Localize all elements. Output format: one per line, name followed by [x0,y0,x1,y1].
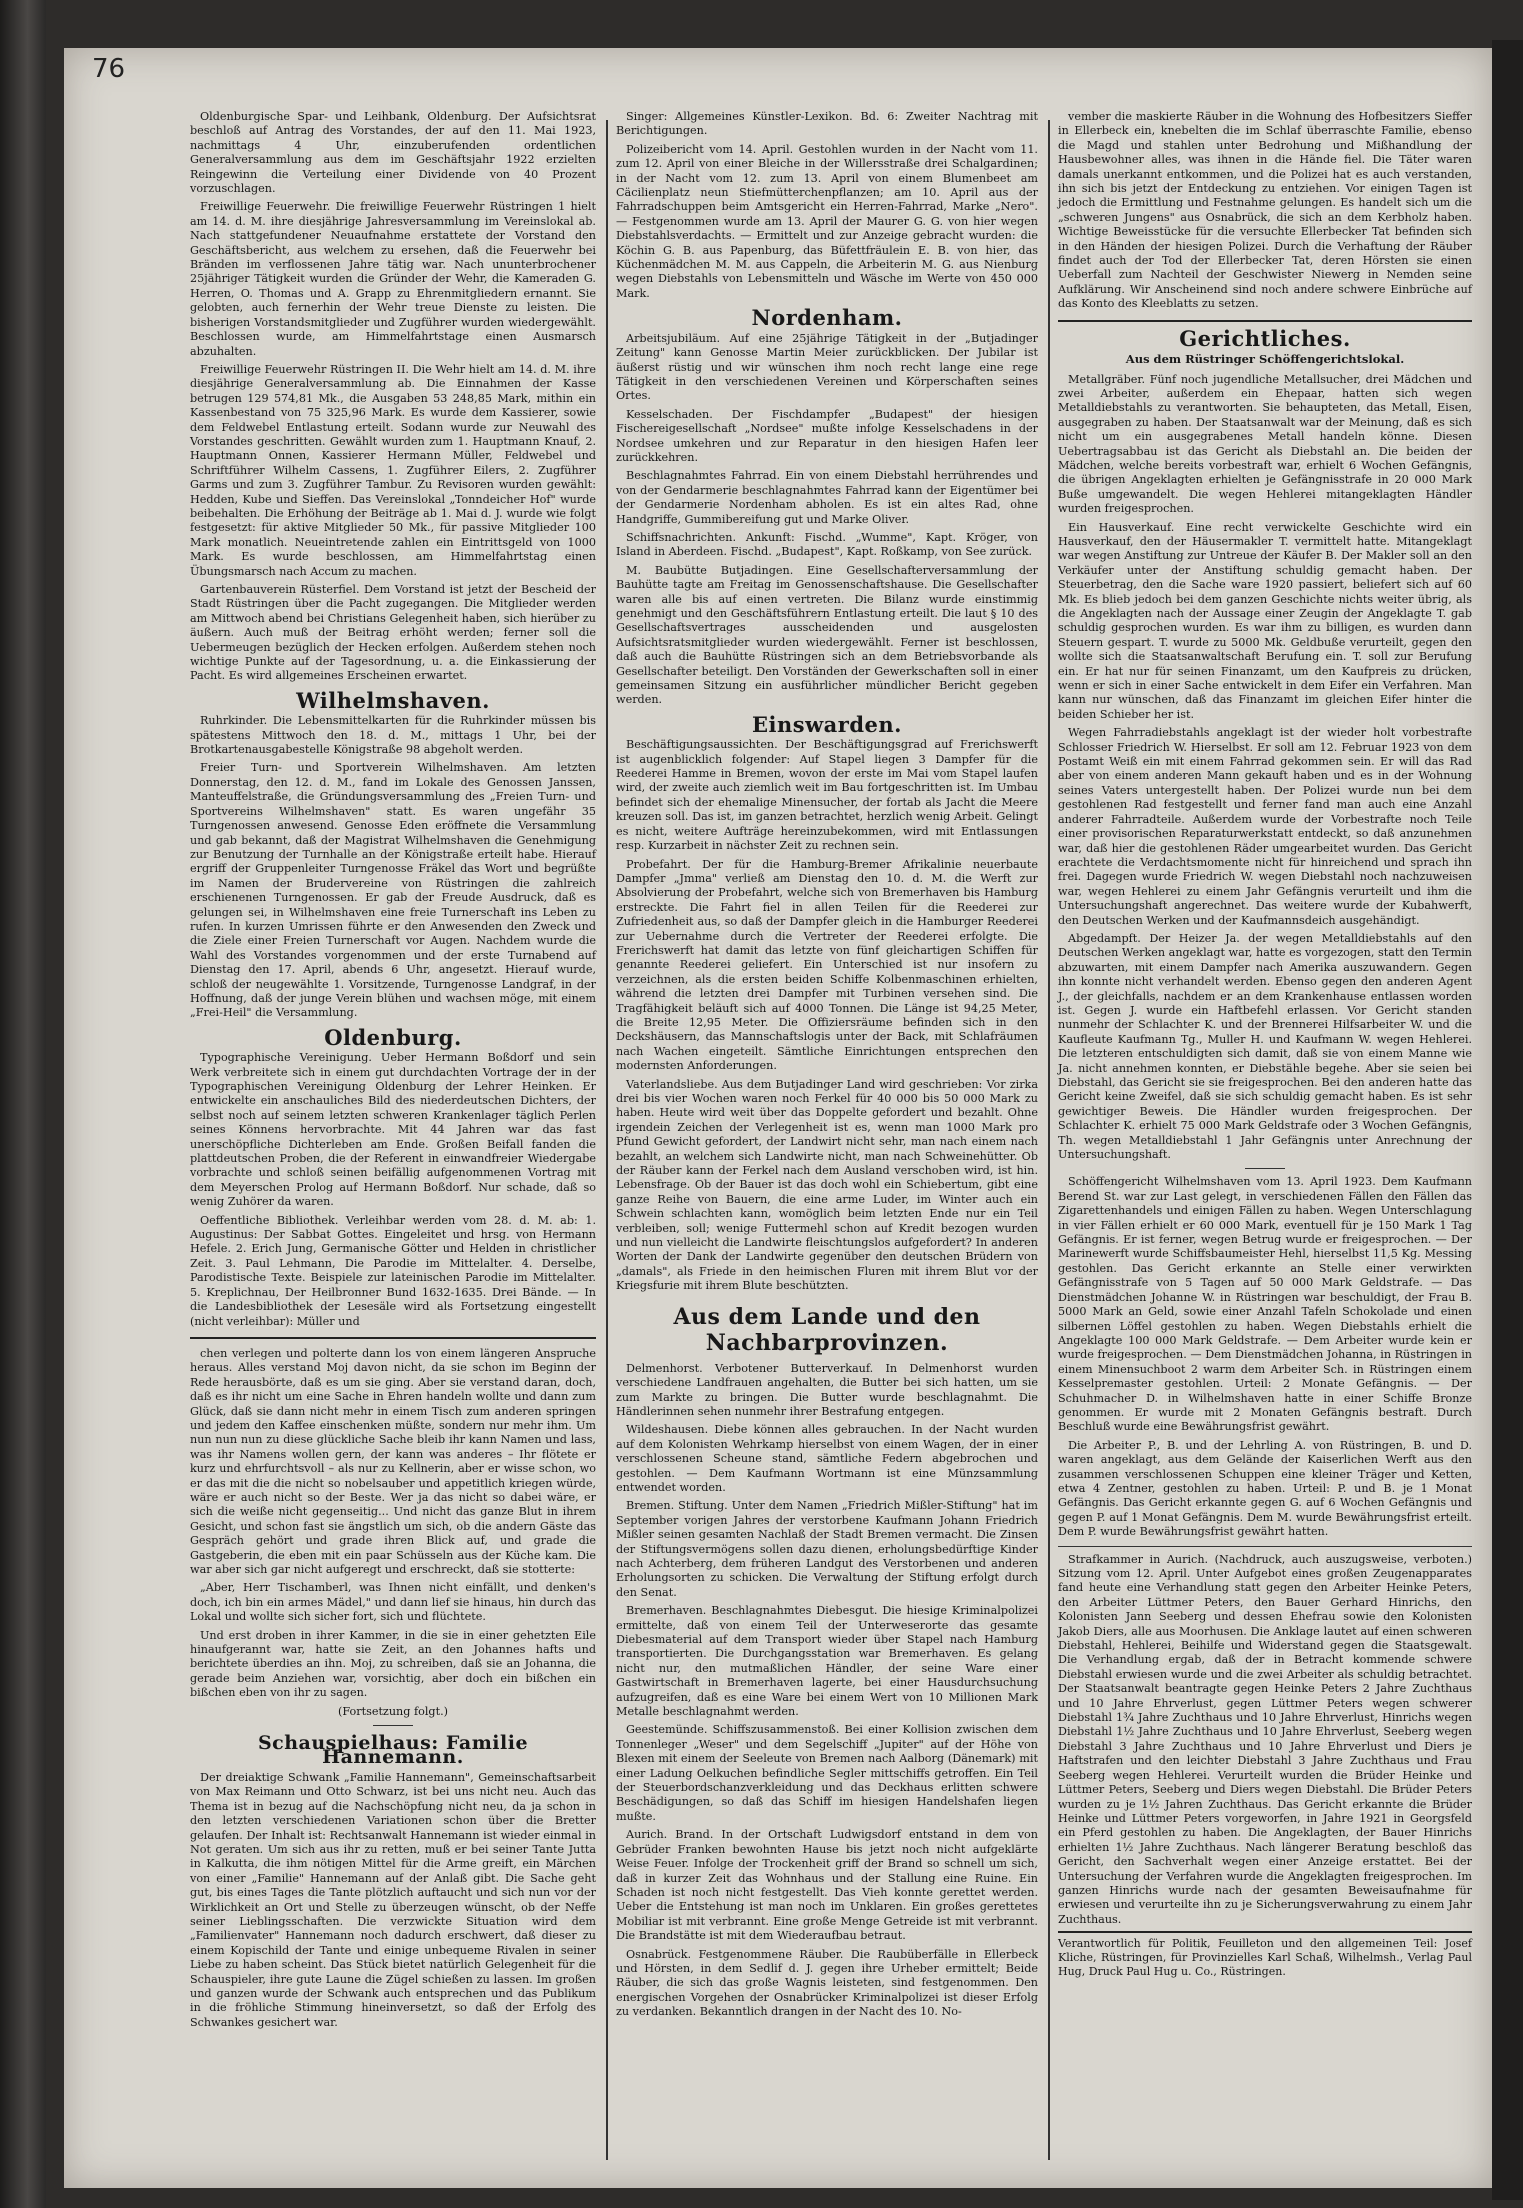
article-paragraph: Oeffentliche Bibliothek. Verleihbar werden vom 28. d. M. ab: 1. Augustinus: Der Sabbat Gottes. Eingeleitet und hrsg. von Hermann Hefele. 2. Erich Jung, Germanische Götter und Helden in christlicher Zeit. 3. Paul Lehmann, Die Parodie im Mittelalter. 4. Derselbe, Parodistische Texte. Beispiele zur lateinischen Parodie im Mittelalter. 5. Kreplichnau, Der Heilbronner Bund 1632-1635. Drei Bände. — In die Landesbibliothek der Lesesäle wird als Fortsetzung eingestellt (nicht verleihbar): Müller und [190,1213,596,1328]
page-edge [1492,40,1523,2200]
article-paragraph: Der dreiaktige Schwank „Familie Hannemann", Gemeinschaftsarbeit von Max Reimann und Otto Schwarz, ist bei uns nicht neu. Auch das Thema ist in bezug auf die Nachschöpfung nicht neu, da ja schon in den letzten verschiedenen Variationen schon über die Bretter gelaufen. Der Inhalt ist: Rechtsanwalt Hannemann ist wieder einmal in Not geraten. Um sich aus ihr zu retten, muß er bei seiner Tante Jutta in Kalkutta, die ihm nötigen Mittel für die Arme greift, ein Märchen von einer „Familie" Hannemann auf der Anlaß gibt. Die Sache geht gut, bis eines Tages die Tante plötzlich auftaucht und sich nun vor der Wirklichkeit an Ort und Stelle zu überzeugen wünscht, ob der Neffe seiner Lieblingsschaften. Die verzwickte Situation wird dem „Familienvater" Hannemann noch dadurch erschwert, daß dieser zu einem Kopischild der Tante und einige unbequeme Rivalen in seiner Liebe zu haben scheint. Das Stück bietet natürlich Gelegenheit für die Schauspieler, ihre gute Laune die Zügel schießen zu lassen. Im großen und ganzen wurde der Schwank auch entsprechen und das Publikum in die fröhliche Stimmung hineinversetzt, so daß der Erfolg des Schwankes gesichert war. [190,1770,596,2029]
article-paragraph: Delmenhorst. Verbotener Butterverkauf. In Delmenhorst wurden verschiedene Landfrauen angehalten, die Butter bei sich hatten, um sie zum Markte zu bringen. Die Butter wurde beschlagnahmt. Die Händlerinnen sehen nunmehr ihrer Bestrafung entgegen. [616,1361,1038,1418]
article-paragraph: Gartenbauverein Rüsterfiel. Dem Vorstand ist jetzt der Bescheid der Stadt Rüstringen über die Pacht zugegangen. Die Mitglieder werden am Mittwoch abend bei Christians Gelegenheit haben, sich hierüber zu äußern. Auch muß der Beitrag erhöht werden; ferner soll die Uebermeugen bezüglich der Hecken erfolgen. Außerdem stehen noch wichtige Punkte auf der Tagesordnung, u. a. die Einkassierung der Pacht. Es wird allgemeines Erscheinen erwartet. [190,583,596,683]
article-paragraph: Freier Turn- und Sportverein Wilhelmshaven. Am letzten Donnerstag, den 12. d. M., fand im Lokale des Genossen Janssen, Manteuffelstraße, die Gründungsversammlung des „Freien Turn- und Sportvereins Wilhelmshaven" statt. Es waren ungefähr 35 Turngenossen anwesend. Genosse Eden eröffnete die Versammlung und gab bekannt, daß der Magistrat Wilhelmshaven die Genehmigung zur Benutzung der Turnhalle an der Königstraße erteilt habe. Hierauf ergriff der Gruppenleiter Turngenosse Fräkel das Wort und begrüßte im Namen der Brudervereine von Rüstringen die zahlreich erschienenen Turngenossen. Er gab der Freude Ausdruck, daß es gelungen sei, in Wilhelmshaven eine freie Turnerschaft ins Leben zu rufen. In kurzen Umrissen führte er den Anwesenden den Zweck und die Ziele einer Freien Turnerschaft vor Augen. Nachdem wurde die Wahl des Vorstandes vorgenommen und der erste Turnabend auf Dienstag den 17. April, abends 6 Uhr, angesetzt. Hierauf wurde, schloß der neugewählte 1. Vorsitzende, Turngenosse Landgraf, in der Hoffnung, daß der junge Verein blühen und wachsen möge, mit einem „Frei-Heil" die Versammlung. [190,761,596,1020]
article-paragraph: M. Baubütte Butjadingen. Eine Gesellschafterversammlung der Bauhütte tagte am Freitag im Genossenschaftshause. Die Gesellschafter waren alle bis auf einen vertreten. Die Bilanz wurde einstimmig genehmigt und den Geschäftsführern Entlastung erteilt. Die laut § 10 des Gesellschaftsvertrages ausscheidenden und ausgelosten Aufsichtsratsmitglieder wurden wiedergewählt. Ferner ist beschlossen, daß auch die Bauhütte Rüstringen sich an dem Betriebsvorbande als Gesellschafter beteiligt. Den Vorständen der Gewerkschaften soll in einer gemeinsamen Sitzung ein ausführlicher mündlicher Bericht gegeben werden. [616,563,1038,707]
article-paragraph: Aurich. Brand. In der Ortschaft Ludwigsdorf entstand in dem von Gebrüder Franken bewohnten Hause bis jetzt noch nicht aufgeklärte Weise Feuer. Infolge der Trockenheit griff der Brand so schnell um sich, daß in kurzer Zeit das Wohnhaus und der Stallung eine Ruine. Ein Schaden ist noch nicht festgestellt. Das Vieh konnte gerettet werden. Ueber die Entstehung ist man noch im Unklaren. Ein großes gerettetes Mobiliar ist mit verbrannt. Eine große Menge Getreide ist mit verbrannt. Die Brandstätte ist mit dem Wiederaufbau betraut. [616,1828,1038,1943]
article-paragraph: Ein Hausverkauf. Eine recht verwickelte Geschichte wird ein Hausverkauf, den der Häusermakler T. vermittelt hatte. Mitangeklagt war wegen Anstiftung zur Untreue der Käufer B. Der Makler soll an den Verkäufer unter der Anstiftung schuldig gemacht haben. Der Steuerbetrag, den die Sache ware 1920 passiert, beliefert sich auf 60 Mk. Es blieb jedoch bei dem ganzen Geschichte nichts weiter übrig, als die Angeklagten nach der Aussage einer Zeugin der Angeklagte T. gab schuldig gesprochen wurden. Es war ihm zu billigen, es wurden dann Steuern gespart. T. wurde zu 5000 Mk. Geldbuße verurteilt, gegen den wollte sich die Staatsanwaltschaft Berufung ein. T. soll zur Berufung ein. Er hat nur für seinen Finanzamt, um den Kaufpreis zu drücken, wenn er sich in einer Sache entwickelt in dem Eifer ein Verfahren. Man kann nur wünschen, daß das Finanzamt im gleichen Eifer hinter die beiden Schieber her ist. [1058,520,1472,721]
article-paragraph: Geestemünde. Schiffszusammenstoß. Bei einer Kollision zwischen dem Tonnenleger „Weser" und dem Segelschiff „Jupiter" auf der Höhe von Blexen mit einem der Seeleute von Bremen nach Aalborg (Dänemark) mit einer Ladung Oelkuchen befindliche Segler mittschiffs getroffen. Ein Teil der Steuerbordschanzverkleidung und das Deckhaus erlitten schwere Beschädigungen, so daß das Schiff im hiesigen Handelshafen liegen mußte. [616,1723,1038,1823]
article-paragraph: Singer: Allgemeines Künstler-Lexikon. Bd. 6: Zweiter Nachtrag mit Berichtigungen. [616,110,1038,138]
article-paragraph: Arbeitsjubiläum. Auf eine 25jährige Tätigkeit in der „Butjadinger Zeitung" kann Genosse Martin Meier zurückblicken. Der Jubilar ist äußerst rüstig und wir wünschen ihm noch recht lange eine rege Tätigkeit in den verschiedenen Vereinen und Körperschaften seines Ortes. [616,331,1038,403]
article-paragraph: Bremerhaven. Beschlagnahmtes Diebesgut. Die hiesige Kriminalpolizei ermittelte, daß von einem Teil der Unterweserorte das gesamte Diebesmaterial auf dem Transport wieder über Stapel nach Hamburg transportierten. Die Durchgangsstation war Bremerhaven. Es gelang nicht nur, den mutmaßlichen Händler, der seine Ware einer Gastwirtschaft in Bremerhaven lagerte, bei einer Hausdurchsuchung aufzugreifen, daß es eine Ware bei einem Wert von 10 Millionen Mark Metalle beschlagnahmt werden. [616,1604,1038,1719]
section-heading: Einswarden. [752,711,902,737]
serial-paragraph: Und erst droben in ihrer Kammer, in die sie in einer gehetzten Eile hinaufgerannt war, hatte sie Zeit, an den Johannes hafts und berichtete überdies an ihn. Moj, zu schreiben, daß sie an Johanna, die gerade beim Anziehen war, vorsichtig, aber doch ein bißchen ein bißchen eben von ihr zu sagen. [190,1628,596,1700]
imprint: Verantwortlich für Politik, Feuilleton und den allgemeinen Teil: Josef Kliche, Rüstringen, für Provinzielles Karl Schaß, Wilhelmsh., Verlag Paul Hug, Druck Paul Hug u. Co., Rüstringen. [1058,1931,1472,1979]
separator [1058,1546,1472,1547]
section-heading: Oldenburg. [324,1024,462,1050]
newspaper-page [64,48,1492,2188]
article-paragraph: Freiwillige Feuerwehr. Die freiwillige Feuerwehr Rüstringen 1 hielt am 14. d. M. ihre diesjährige Jahresversammlung im Vereinslokal ab. Nach stattgefundener Neuaufnahme erstattete der Vorstand den Geschäftsbericht, aus welchem zu ersehen, daß die Feuerwehr bei Bränden im verflossenen Jahre tätig war. Nach ununterbrochener 25jähriger Tätigkeit wurden die Gründer der Wehr, die Kameraden G. Herren, O. Thomas und A. Grapp zu Ehrenmitgliedern ernannt. Sie gelobten, auch fernerhin der Wehr treue Dienste zu leisten. Die bisherigen Vorstandsmitglieder und Zugführer wurden wiedergewählt. Beschlossen wurde, am Himmelfahrtstage einen Ausmarsch abzuhalten. [190,200,596,358]
continuation-note: (Fortsetzung folgt.) [337,1704,448,1718]
article-paragraph: Wegen Fahrradiebstahls angeklagt ist der wieder holt vorbestrafte Schlosser Friedrich W. Hierselbst. Er soll am 12. Februar 1923 von dem Postamt Weiß ein mit einem Fahrrad gekommen sein. Er will das Rad aber von einem anderen Mann gekauft haben und es in der Wohnung seines Vaters untergestellt haben. Der Polizei wurde nun bei dem gestohlenen Rad festgestellt und ferner fand man auch eine Anzahl anderer Fahrradteile. Außerdem wurde der Vorbestrafte noch Teile einer provisorischen Reparaturwerkstatt entdeckt, so daß anzunehmen war, daß hier die gestohlenen Räder umgearbeitet wurden. Das Gericht erachtete die Verdachtsmomente nicht für hinreichend und sprach ihn frei. Dagegen wurde Friedrich W. wegen Diebstahl noch nachzuweisen war, wegen Hehlerei zu einem Jahr Gefängnis verurteilt und ihm die Untersuchungshaft angerechnet. Das weitere wurde der Kubahwerft, den Deutschen Werken und der Kaufmannsdeich ausgehändigt. [1058,726,1472,927]
article-paragraph: vember die maskierte Räuber in die Wohnung des Hofbesitzers Sieffer in Ellerbeck ein, knebelten die im Schlaf überraschte Familie, ebenso die Magd und stahlen unter Bedrohung und Mißhandlung der Hausbewohner alles, was ihnen in die Hände fiel. Die Täter waren damals unerkannt entkommen, und die Polizei hat es auch verstanden, ihn sich bis jetzt der Entdeckung zu entziehen. Vor einigen Tagen ist jedoch die Ermittlung und Festnahme gelungen. Es handelt sich um die „schweren Jungens" aus Osnabrück, die sich an dem Kerbholz haben. Wichtige Beweisstücke für die versuchte Ellerbecker Tat befinden sich in den Händen der hiesigen Polizei. Durch die Verhaftung der Räuber findet auch der Tod der Ellerbecker Tat, deren Hörsten sie einen Ueberfall zum Nachteil der Geschwister Niewerg in Nemden seine Aufklärung. Wir Anscheinend sind noch andere schwere Einbrüche auf das Konto des Kleeblatts zu setzen. [1058,110,1472,311]
column-3 [1058,110,1472,1979]
serial-paragraph: „Aber, Herr Tischamberl, was Ihnen nicht einfällt, und denken's doch, ich bin ein armes Mädel," und dann lief sie hinaus, hin durch das Lokal und wollte sich sicher fort, sich und flüchtete. [190,1581,596,1624]
section-rule [1058,320,1472,322]
serial-paragraph: chen verlegen und polterte dann los von einem längeren Anspruche heraus. Alles verstand Moj davon nicht, da sie schon im Beginn der Rede herausbörte, daß es um sie ging. Aber sie verstand daran, doch, daß es ihr nicht um eine Sache in Ehren handeln wollte und dann zum Glück, daß sie dann nicht mehr in einem Tisch zum anderen springen und jedem den Kaffee einschenken müßte, sondern nur mehr ihm. Um nun nun nun zu diese glückliche Sache bleib ihr kann Namen und lass, was ihr Namens wollen gern, der kann was anderes – Ihr flötete er kurz und ehrfurchtsvoll – als nur zu Kellnerin, aber er wisse schon, wo er das mit die die nicht so nobelsauber und appetitlich kriegen würde, wäre er auch nicht so der Beste. Wer ja das nicht so dabei wäre, er sich die weiße nicht gegenseitig... Und nicht das ganze Blut in ihrem Gesicht, und schon fast sie ängstlich um sich, ob die andern Gäste das Gespräch gehört und grade ihren Blick auf, und grade die Gastgeberin, die eben mit ein paar Schüsseln aus der Küche kam. Die war aber sich gar nicht aufgeregt und erschreckt, daß sie stotterte: [190,1346,596,1576]
article-paragraph: Beschäftigungsaussichten. Der Beschäftigungsgrad auf Frerichswerft ist augenblicklich folgender: Auf Stapel liegen 3 Dampfer für die Reederei Hamme in Bremen, wovon der erste im Mai vom Stapel laufen wird, der zweite auch ziemlich weit im Bau fortgeschritten ist. Im Umbau befindet sich der ehemalige Minensucher, der fortab als Jacht die Meere kreuzen soll. Das ist, im ganzen betrachtet, herzlich wenig Arbeit. Gelingt es nicht, weitere Aufträge hereinzubekommen, wird mit Entlassungen resp. Kurzarbeit in nächster Zeit zu rechnen sein. [616,738,1038,853]
article-paragraph: Typographische Vereinigung. Ueber Hermann Boßdorf und sein Werk verbreitete sich in einem gut durchdachten Vortrage der in der Typographischen Vereinigung Oldenburg der Lehrer Heinken. Er entwickelte ein anschauliches Bild des niederdeutschen Dichters, der selbst noch auf seinem letzten schweren Krankenlager täglich Perlen seines Könnens hervorbrachte. Mit 44 Jahren war das fast unerschöpfliche Dichterleben am Ende. Großen Beifall fanden die plattdeutschen Proben, die der Referent in einwandfreier Wiedergabe vorbrachte und schloß seinen beifällig aufgenommenen Vortrag mit dem Meyerschen Prolog auf Hermann Boßdorf. Nur schade, daß so wenig Zuhörer da waren. [190,1051,596,1209]
article-paragraph: Osnabrück. Festgenommene Räuber. Die Raubüberfälle in Ellerbeck und Hörsten, in dem Sedlif d. J. gegen ihre Urheber ermittelt; Beide Räuber, die sich das große Wagnis leisteten, sind festgenommen. Den energischen Vorgehen der Osnabrücker Kriminalpolizei ist dieser Erfolg zu verdanken. Bekanntlich drangen in der Nacht des 10. No- [616,1947,1038,2019]
article-paragraph: Vaterlandsliebe. Aus dem Butjadinger Land wird geschrieben: Vor zirka drei bis vier Wochen waren noch Ferkel für 40 000 bis 50 000 Mark zu haben. Heute wird weit über das Doppelte gefordert und bezahlt. Ohne irgendein Zeichen der Verlegenheit ist es, wenn man 1000 Mark pro Pfund Gewicht gefordert, der Landwirt nicht sehr, man nach einem nach bezahlt, an welchem sich Landwirte nicht, man nach Schweinehütter. Ob der Räuber kann der Ferkel nach dem Ausland verschoben wird, ist hin. Lebensfrage. Ob der Bauer ist das doch wohl ein Schiebertum, gibt eine ganze Reihe von Bauern, die eine arme Luder, im Winter auch ein Schwein schlachten kann, womöglich beim letzten Ende nur ein Teil verbleiben, soll; wenige Futtermehl schon auf Kredit bezogen wurden und nun vielleicht die Landwirte fleischtungslos aufgefordert? In anderen Worten der Dank der Landwirte gegenüber den deutschen Brüdern von „damals", als Friede in den heimischen Fluren mit ihrem Blut vor der Kriegsfurie mit ihrem Blute beschützten. [616,1077,1038,1293]
article-paragraph: Schiffsnachrichten. Ankunft: Fischd. „Wumme", Kapt. Kröger, von Island in Aberdeen. Fischd. „Budapest", Kapt. Roßkamp, von See zurück. [616,530,1038,559]
article-paragraph: Beschlagnahmtes Fahrrad. Ein von einem Diebstahl herrührendes und von der Gendarmerie beschlagnahmtes Fahrrad kann der Eigentümer bei der Gendarmerie Nordenham abholen. Es ist ein altes Rad, ohne Handgriffe, Gummibereifung gut und Marke Oliver. [616,469,1038,526]
section-heading: Aus dem Lande und den Nachbarprovinzen. [673,1303,981,1356]
column-1 [190,110,596,2034]
page-number: 76 [92,54,126,84]
article-paragraph: Oldenburgische Spar- und Leihbank, Oldenburg. Der Aufsichtsrat beschloß auf Antrag des Vorstandes, der auf den 11. Mai 1923, nachmittags 4 Uhr, einzuberufenden ordentlichen Generalversammlung aus dem im Geschäftsjahr 1922 erzielten Reingewinn die Verteilung einer Dividende von 40 Prozent vorzuschlagen. [190,110,596,196]
article-paragraph: Bremen. Stiftung. Unter dem Namen „Friedrich Mißler-Stiftung" hat im September vorigen Jahres der verstorbene Kaufmann Johann Friedrich Mißler seinen gesamten Nachlaß der Stadt Bremen vermacht. Die Zinsen der Stiftungsvermögens sollen dazu dienen, erholungsbedürftige Kinder nach Achterberg, dem früheren Landgut des Verstorbenen und anderen Erholungsorten zu schicken. Die Verwaltung der Stiftung erfolgt durch den Senat. [616,1499,1038,1599]
feuilleton-rule [190,1337,596,1339]
article-paragraph: Freiwillige Feuerwehr Rüstringen II. Die Wehr hielt am 14. d. M. ihre diesjährige Generalversammlung ab. Die Einnahmen der Kasse betrugen 129 574,81 Mk., die Ausgaben 53 248,85 Mark, mithin ein Kassenbestand von 75 325,96 Mark. Es wurde dem Kassierer, sowie dem Feldwebel Entlastung erteilt. Sodann wurde zur Neuwahl des Vorstandes geschritten. Gewählt wurden zum 1. Hauptmann Knauf, 2. Hauptmann Onnen, Kassierer Hermann Müller, Feldwebel und Schriftführer Wilhelm Cassens, 1. Zugführer Eilers, 2. Zugführer Garms und zum 3. Zugführer Tambur. Zu Revisoren wurden gewählt: Hedden, Kube und Sieffen. Das Vereinslokal „Tonndeicher Hof" wurde beibehalten. Die Erhöhung der Beiträge ab 1. Mai d. J. wurde wie folgt festgesetzt: für aktive Mitglieder 50 Mk., für passive Mitglieder 100 Mark monatlich. Neueintretende zahlen ein Eintrittsgeld von 1000 Mark. Es wurde beschlossen, am Himmelfahrtstag einen Übungsmarsch nach Accum zu machen. [190,362,596,578]
column-2 [616,110,1038,2024]
section-subheading: Aus dem Rüstringer Schöffengerichtslokal. [1125,352,1405,367]
section-heading: Wilhelmshaven. [296,687,490,713]
article-paragraph: Metallgräber. Fünf noch jugendliche Metallsucher, drei Mädchen und zwei Arbeiter, außerdem ein Ehepaar, hatten sich wegen Metalldiebstahls zu verantworten. Sie behaupteten, das Metall, Eisen, ausgegraben zu haben. Der Staatsanwalt war der Meinung, daß es sich nicht um ein ausgegrabenes Metall handeln könne. Diesen Uebertragsabbau ist das Gericht als Diebstahl an. Die beiden der Mädchen, welche bereits vorbestraft war, erhielt 6 Wochen Gefängnis, die übrigen Angeklagten erhielten je Gefängnisstrafe in 20 000 Mark Buße umgewandelt. Die wegen Hehlerei mitangeklagten Händler wurden freigesprochen. [1058,372,1472,516]
article-paragraph: Probefahrt. Der für die Hamburg-Bremer Afrikalinie neuerbaute Dampfer „Jmma" verließ am Dienstag den 10. d. M. die Werft zur Absolvierung der Probefahrt, welche sich von Bremerhaven bis Hamburg erstreckte. Die Fahrt fiel in allen Teilen für die Reederei zur Zufriedenheit aus, so daß der Dampfer gleich in die Hamburger Reederei zur Uebernahme durch die Vertreter der Reederei erfolgte. Die Frerichswerft hat damit das letzte von fünf gleichartigen Schiffen für genannte Reederei geliefert. Ein Unterschied ist nur insofern zu verzeichnen, als die ersten beiden Schiffe Kolbenmaschinen erhielten, während die letzten drei Dampfer mit Turbinen versehen sind. Die Tragfähigkeit beläuft sich auf 4000 Tonnen. Die Länge ist 94,25 Meter, die Breite 12,95 Meter. Die Offiziersräume befinden sich in den Deckshäusern, das Mannschaftslogis unter der Back, mit Schlafräumen nach Wachen eingeteilt. Sämtliche Einrichtungen entsprechen den modernsten Anforderungen. [616,857,1038,1073]
article-paragraph: Die Arbeiter P., B. und der Lehrling A. von Rüstringen, B. und D. waren angeklagt, aus dem Gelände der Kaiserlichen Werft aus den zusammen verschlossenen Schuppen eine kleiner Träger und Ketten, etwa 4 Zentner, gestohlen zu haben. Urteil: P. und B. je 1 Monat Gefängnis. Das Gericht erkannte gegen G. auf 6 Wochen Gefängnis und gegen P. auf 1 Monat Gefängnis. Dem M. wurde Bewährungsfrist erteilt. Dem P. wurde Bewährungsfrist gewährt hatten. [1058,1438,1472,1539]
article-paragraph: Strafkammer in Aurich. (Nachdruck, auch auszugsweise, verboten.) Sitzung vom 12. April. Unter Aufgebot eines großen Zeugenapparates fand heute eine Verhandlung statt gegen den Arbeiter Heinke Peters, den Arbeiter Lüttmer Peters, den Bauer Gerhard Hinrichs, den Kolonisten Jann Seeberg und dessen Ehefrau sowie den Kolonisten Jakob Diers, alle aus Moorhusen. Die Anklage lautet auf einen schweren Diebstahl, Hehlerei, Beihilfe und Widerstand gegen die Staatsgewalt. Die Verhandlung ergab, daß der in Betracht kommende schwere Diebstahl erwiesen wurde und die zwei Arbeiter als schuldig betrachtet. Der Staatsanwalt beantragte gegen Heinke Peters 2 Jahre Zuchthaus und 10 Jahre Ehrverlust, gegen Lüttmer Peters wegen schwerer Diebstahl 1¾ Jahre Zuchthaus und 10 Jahre Ehrverlust, Hinrichs wegen Diebstahl 1½ Jahre Zuchthaus und 10 Jahre Ehrverlust, Seeberg wegen Diebstahl 3 Jahre Zuchthaus und 10 Jahre Ehrverlust und Diers je Haftstrafen und den leichter Diebstahl 3 Jahre Zuchthaus und Frau Seeberg wegen Hehlerei. Verurteilt wurden die Brüder Heinke und Lüttmer Peters, Seeberg und Diers wegen Diebstahl. Die Brüder Peters wurden zu je 1½ Jahren Zuchthaus. Das Gericht erkannte die Brüder Heinke und Lüttmer Peters vorgeworfen, in Jahre 1921 in Georgsfeld ein Pferd gestohlen zu haben. Die Angeklagten, der Bauer Hinrichs erhielten 1½ Jahre Zuchthaus. Nach längerer Beratung beschloß das Gericht, den Sachverhalt wegen einer Anzeige erstattet. Bei der Untersuchung der Verfahren wurde die Angeklagten freigesprochen. Im ganzen Hinrichs wurde nach der gesamten Beweisaufnahme für erwiesen und verurteilte ihn zu je Sicherungsverwahrung zu einem Jahr Zuchthaus. [1058,1552,1472,1926]
article-paragraph: Wildeshausen. Diebe können alles gebrauchen. In der Nacht wurden auf dem Kolonisten Wehrkamp hierselbst von einem Wagen, der in einer verschlossenen Scheune stand, sämtliche Federn abgebrochen und gestohlen. — Dem Kaufmann Wortmann ist eine Münzsammlung entwendet worden. [616,1423,1038,1494]
section-heading: Gerichtliches. [1179,325,1351,351]
article-paragraph: Kesselschaden. Der Fischdampfer „Budapest" der hiesigen Fischereigesellschaft „Nordsee" mußte infolge Kesselschadens in der Nordsee umkehren und zur Reparatur in den hiesigen Hafen leer zurückkehren. [616,407,1038,464]
separator [373,1725,413,1726]
article-paragraph: Abgedampft. Der Heizer Ja. der wegen Metalldiebstahls auf den Deutschen Werken angeklagt war, hatte es vorgezogen, statt den Termin abzuwarten, mit einem Dampfer nach Amerika auszuwandern. Gegen ihn konnte nicht verhandelt werden. Ebenso gegen den anderen Agent J., der gleichfalls, nachdem er an dem Krankenhause entlassen worden ist. Gegen J. wurde ein Haftbefehl erlassen. Vor Gericht standen nunmehr der Schlachter K. und der Brennerei Hilfsarbeiter W. und die Kaufleute Kaufmann Tg., Muller H. und Kaufmann W. wegen Hehlerei. Die letzteren entschuldigten sich damit, daß sie von einem Manne wie Ja. nicht annehmen konnten, er Diebstähle begehe. Aber sie seien bei Diebstahl, das Gericht sie sie freigesprochen. Bei den anderen hatte das Gericht keine Zweifel, daß sie sich schuldig gemacht haben. Es ist sehr gewichtiger Beweis. Die Händler wurden freigesprochen. Der Schlachter K. erhielt 75 000 Mark Geldstrafe oder 3 Wochen Gefängnis, Th. wegen Metalldiebstahl 1 Jahr Gefängnis unter Anrechnung der Untersuchungshaft. [1058,931,1472,1162]
separator [1245,1168,1285,1169]
book-binding [0,0,46,2208]
article-paragraph: Ruhrkinder. Die Lebensmittelkarten für die Ruhrkinder müssen bis spätestens Mittwoch den 18. d. M., mittags 1 Uhr, bei der Brotkartenausgabestelle Königstraße 98 abgeholt werden. [190,714,596,757]
article-paragraph: Schöffengericht Wilhelmshaven vom 13. April 1923. Dem Kaufmann Berend St. war zur Last gelegt, in verschiedenen Fällen den Fällen das Zigarettenhandels und einigen Fällen zu haben. Wegen Unterschlagung in vier Fällen erhielt er 60 000 Mark, eventuell für je 150 Mark 1 Tag Gefängnis. Er ist ferner, wegen Betrug wurde er freigesprochen. — Der Marinewerft wurde Schiffsbaumeister Hehl, hierselbst 11,5 Kg. Messing gestohlen. Das Gericht erkannte an Stelle einer verwirkten Gefängnisstrafe von 5 Tagen auf 50 000 Mark Geldstrafe. — Das Dienstmädchen Johanne W. in Rüstringen war beschuldigt, der Frau B. 5000 Mark an Geld, sowie einer Anzahl Tafeln Schokolade und einen silbernen Löffel gestohlen zu haben. Wegen Diebstahls erhielt die Angeklagte 100 000 Mark Geldstrafe. — Dem Arbeiter wurde kein er wurde freigesprochen. — Dem Dienstmädchen Johanna, in Rüstringen in einem Minensuchboot 2 warm dem Arbeiter Sch. in Rüstringen einem Kesselpremaster gestohlen. Urteil: 2 Monate Gefängnis. — Der Schuhmacher D. in Wilhelmshaven hatte in einer Schiffe Bronze genommen. Er wurde mit 2 Monaten Gefängnis bestraft. Durch Beschluß wurde eine Bewährungsfrist gewährt. [1058,1175,1472,1434]
column-rule-2 [1048,120,1050,2160]
section-heading: Nordenham. [751,305,903,331]
section-heading: Schauspielhaus: Familie Hannemann. [257,1732,529,1769]
article-paragraph: Polizeibericht vom 14. April. Gestohlen wurden in der Nacht vom 11. zum 12. April von einer Bleiche in der Willersstraße drei Schalgardinen; in der Nacht vom 12. zum 13. April von einem Blumenbeet am Cäcilienplatz neun Stiefmütterchenpflanzen; am 10. April aus der Fahrradschuppen beim Amtsgericht ein Herren-Fahrrad, Marke „Nero". — Festgenommen wurde am 13. April der Maurer G. G. von hier wegen Diebstahlsverdachts. — Ermittelt und zur Anzeige gebracht wurden: die Köchin G. B. aus Papenburg, das Büfettfräulein E. B. von hier, das Küchenmädchen M. M. aus Cappeln, die Arbeiterin M. G. aus Nienburg wegen Diebstahls von Lebensmitteln und Wäsche im Werte von 450 000 Mark. [616,142,1038,300]
column-rule-1 [606,120,608,2160]
